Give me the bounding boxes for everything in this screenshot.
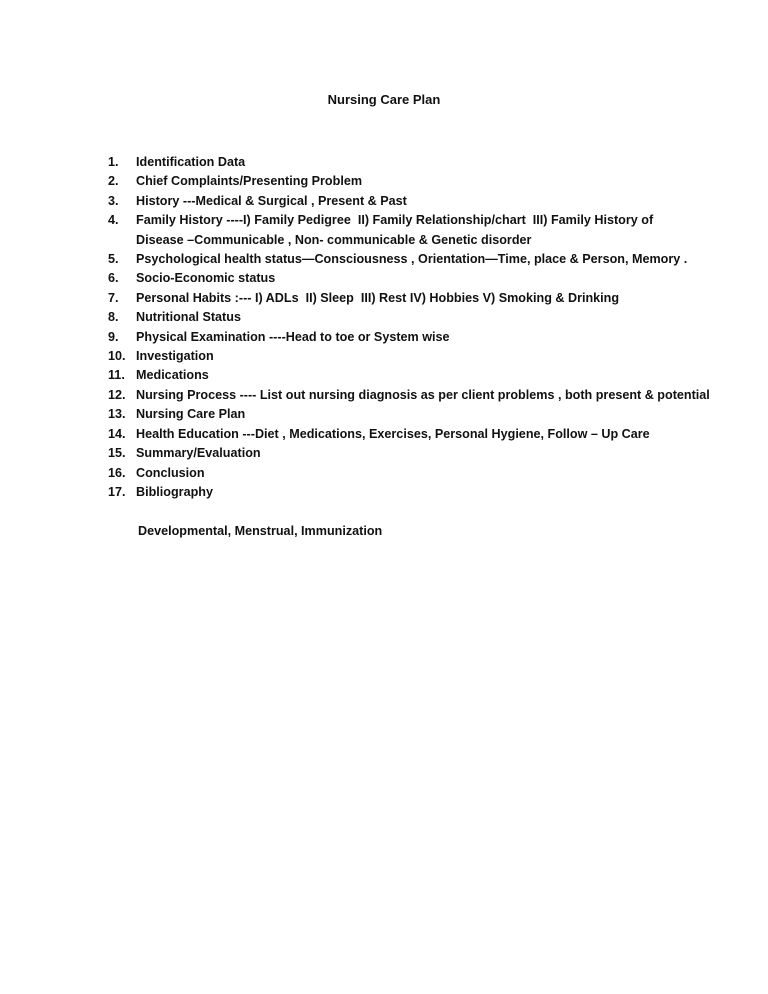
item-text: Bibliography xyxy=(136,484,213,499)
item-number: 10. xyxy=(108,349,126,364)
item-text: Socio-Economic status xyxy=(136,271,276,286)
item-number: 3. xyxy=(108,193,119,208)
item-text: Physical Examination ----Head to toe or System wise xyxy=(136,329,450,344)
list-item-continuation xyxy=(108,231,708,250)
list-item xyxy=(108,153,708,172)
item-number: 11. xyxy=(108,368,125,383)
list-item xyxy=(108,425,708,444)
item-text: Summary/Evaluation xyxy=(136,446,261,461)
footer-note: Developmental, Menstrual, Immunization xyxy=(138,524,383,538)
list-item xyxy=(108,308,708,327)
item-text: Psychological health status—Consciousness , Orientation—Time, place & Person, Memory . xyxy=(136,252,688,267)
list-item xyxy=(108,289,708,308)
item-number: 17. xyxy=(108,484,126,499)
item-number: 16. xyxy=(108,465,126,480)
document-title: Nursing Care Plan xyxy=(327,92,441,107)
item-number: 9. xyxy=(108,329,119,344)
item-number: 6. xyxy=(108,271,119,286)
list-item xyxy=(108,444,708,463)
item-text: Disease –Communicable , Non- communicable & Genetic disorder xyxy=(136,232,532,247)
item-text: Medications xyxy=(136,368,209,383)
item-number: 12. xyxy=(108,387,126,402)
list-item xyxy=(108,269,708,288)
item-number: 13. xyxy=(108,407,126,422)
item-text: Health Education ---Diet , Medications, Exercises, Personal Hygiene, Follow – Up Care xyxy=(136,426,650,441)
item-text: Nursing Process ---- List out nursing diagnosis as per client problems , both present & potential xyxy=(136,387,710,402)
item-number: 4. xyxy=(108,213,119,228)
item-number: 14. xyxy=(108,426,126,441)
item-text: Personal Habits :--- I) ADLs II) Sleep III) Rest IV) Hobbies V) Smoking & Drinking xyxy=(136,290,620,305)
item-text: Investigation xyxy=(136,349,214,364)
list-item xyxy=(108,405,708,424)
list-item xyxy=(108,386,708,405)
item-text: Conclusion xyxy=(136,465,205,480)
item-text: Family History ----I) Family Pedigree II) Family Relationship/chart III) Family History of xyxy=(136,213,654,228)
list-item xyxy=(108,328,708,347)
list-item xyxy=(108,172,708,191)
item-number: 15. xyxy=(108,446,126,461)
contents-list xyxy=(108,153,708,502)
item-number: 8. xyxy=(108,310,119,325)
list-item xyxy=(108,211,708,230)
list-item xyxy=(108,250,708,269)
item-text: History ---Medical & Surgical , Present & Past xyxy=(136,193,407,208)
item-text: Chief Complaints/Presenting Problem xyxy=(136,174,363,189)
item-number: 2. xyxy=(108,174,119,189)
item-text: Identification Data xyxy=(136,155,246,169)
list-item xyxy=(108,366,708,385)
item-text: Nursing Care Plan xyxy=(136,407,246,422)
item-number: 5. xyxy=(108,252,119,267)
item-number: 1. xyxy=(108,155,119,169)
list-item xyxy=(108,347,708,366)
list-item xyxy=(108,483,708,502)
list-item xyxy=(108,192,708,211)
list-item xyxy=(108,464,708,483)
item-text: Nutritional Status xyxy=(136,310,241,325)
item-number: 7. xyxy=(108,290,119,305)
